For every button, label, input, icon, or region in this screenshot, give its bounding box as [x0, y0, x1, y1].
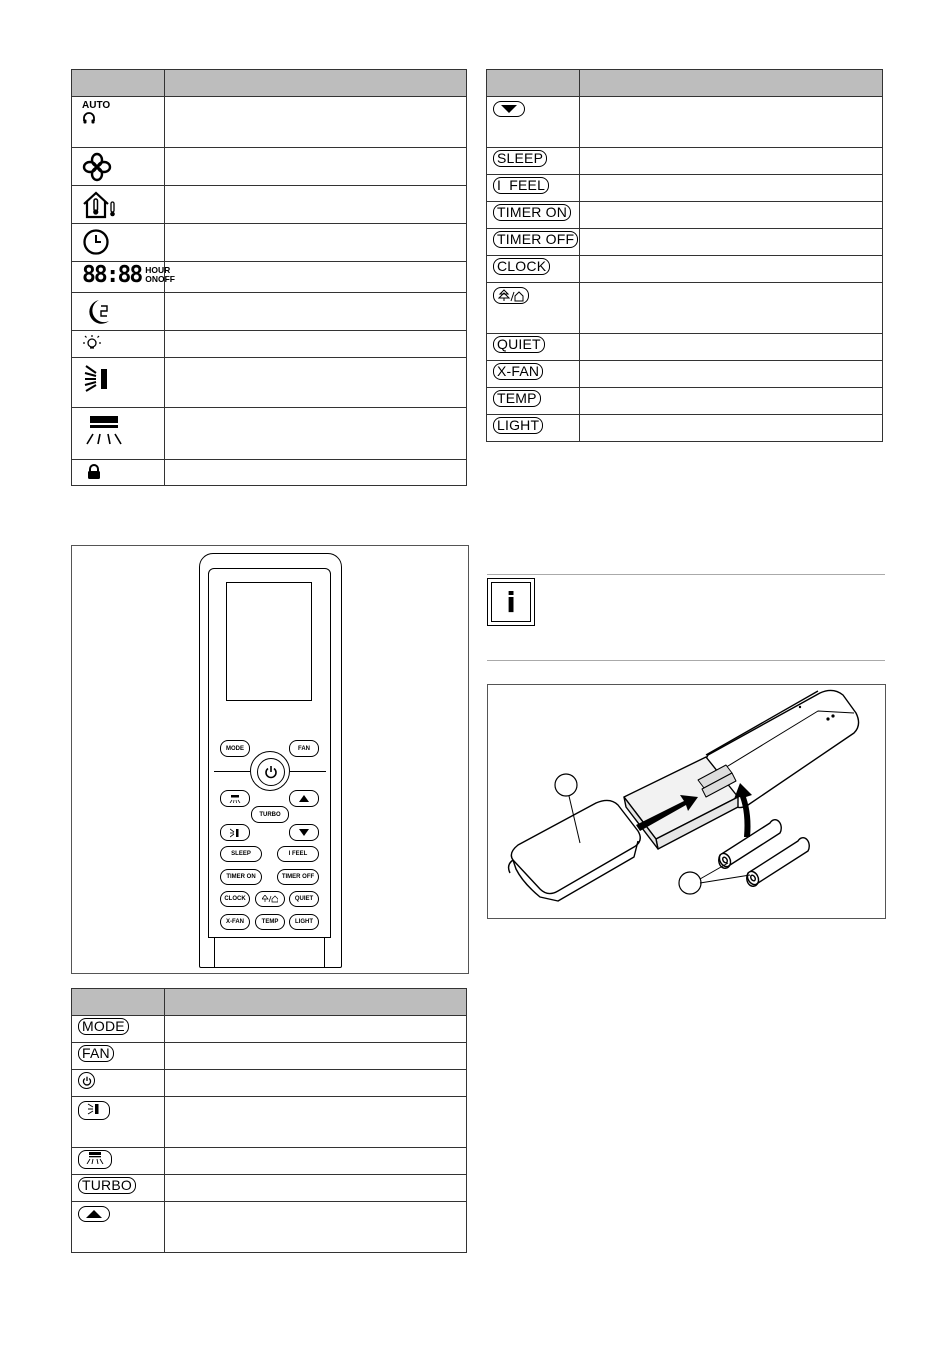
clock-button-label: CLOCK — [493, 258, 550, 275]
power-button-symbol — [78, 1072, 95, 1089]
table-row — [72, 331, 467, 358]
remote-control-figure — [71, 545, 469, 974]
xfan-button-label: X-FAN — [493, 363, 543, 380]
info-separator-top — [487, 574, 885, 575]
lcd-digits: 88:88 — [82, 262, 142, 288]
table-row — [72, 148, 467, 186]
table-row — [72, 224, 467, 262]
table-row — [487, 97, 883, 148]
vertical-swing-button-symbol — [78, 1101, 110, 1120]
triangle-up-icon — [299, 795, 309, 802]
table-row — [72, 1097, 467, 1148]
table-row — [72, 1202, 467, 1253]
auto-fan-symbol — [82, 101, 158, 126]
horizontal-swing-icon — [229, 795, 241, 803]
table-row — [72, 408, 467, 460]
horizontal-swing-icon — [84, 412, 124, 448]
table-row — [487, 283, 883, 334]
remote-ring-line-right — [290, 771, 326, 772]
info-icon-box — [487, 578, 535, 626]
remote-health-button[interactable] — [255, 891, 285, 907]
health-tree-home-icon — [262, 895, 278, 903]
lcd-timer-symbol — [82, 262, 175, 288]
table-row — [72, 1016, 467, 1043]
power-icon — [82, 1076, 92, 1086]
remote-power-button[interactable] — [257, 758, 285, 786]
turbo-button-label: TURBO — [78, 1177, 136, 1194]
fan-button-label: FAN — [78, 1045, 114, 1062]
power-icon — [264, 765, 278, 779]
remote-body — [199, 553, 342, 968]
health-tree-home-icon — [498, 289, 524, 302]
timer-off-button-label: TIMER OFF — [493, 231, 578, 248]
headphone-icon — [82, 111, 96, 125]
remote-mode-button[interactable]: MODE — [220, 740, 250, 757]
horizontal-swing-icon — [86, 1152, 104, 1164]
table-row — [72, 1148, 467, 1175]
table-row — [72, 97, 467, 148]
info-icon: i — [491, 582, 531, 622]
clock-icon — [82, 228, 110, 256]
mode-button-label: MODE — [78, 1018, 129, 1035]
table-row — [72, 1043, 467, 1070]
remote-swing-horizontal-button[interactable] — [220, 790, 250, 807]
fan-icon — [82, 152, 112, 182]
table-row — [72, 1070, 467, 1097]
table-row — [72, 262, 467, 293]
remote-temp-button[interactable]: TEMP — [255, 914, 285, 930]
table-row — [487, 361, 883, 388]
remote-buttons-table-bottom — [71, 988, 467, 1253]
lock-icon — [86, 464, 102, 480]
vertical-swing-icon — [84, 362, 112, 394]
table-row — [487, 148, 883, 175]
table-row — [72, 460, 467, 486]
table-row — [72, 293, 467, 331]
table-row — [487, 202, 883, 229]
triangle-down-icon — [299, 829, 309, 836]
remote-xfan-button[interactable]: X-FAN — [220, 914, 250, 930]
auto-label: AUTO — [82, 100, 111, 111]
table-row — [72, 1175, 467, 1202]
remote-turbo-button[interactable]: TURBO — [251, 806, 289, 823]
ifeel-button-label: I FEEL — [493, 177, 549, 194]
remote-sleep-button[interactable]: SLEEP — [220, 846, 262, 862]
triangle-up-icon — [85, 1209, 103, 1219]
remote-light-button[interactable]: LIGHT — [289, 914, 319, 930]
table-header-row — [72, 989, 467, 1016]
up-button-symbol — [78, 1206, 110, 1222]
display-symbols-table — [71, 69, 467, 486]
battery-illustration — [488, 685, 885, 918]
vertical-swing-icon — [230, 828, 240, 838]
remote-up-button[interactable] — [289, 790, 319, 807]
lcd-onoff-label: ONOFF — [145, 274, 175, 284]
sleep-button-label: SLEEP — [493, 150, 547, 167]
table-row — [487, 175, 883, 202]
timer-on-button-label: TIMER ON — [493, 204, 571, 221]
table-row — [72, 358, 467, 408]
light-button-label: LIGHT — [493, 417, 543, 434]
horizontal-swing-button-symbol — [78, 1150, 112, 1169]
sleep-moon-icon — [82, 297, 112, 327]
down-button-symbol — [493, 101, 525, 117]
remote-quiet-button[interactable]: QUIET — [289, 891, 319, 907]
health-button-symbol — [493, 287, 529, 304]
remote-swing-vertical-button[interactable] — [220, 824, 250, 841]
table-row — [487, 415, 883, 442]
remote-buttons-table-right — [486, 69, 883, 442]
remote-timer-off-button[interactable]: TIMER OFF — [277, 869, 319, 885]
table-row — [487, 229, 883, 256]
table-header-row — [72, 70, 467, 97]
remote-clock-button[interactable]: CLOCK — [220, 891, 250, 907]
battery-insertion-figure — [487, 684, 886, 919]
info-separator-bottom — [487, 660, 885, 661]
table-row — [487, 334, 883, 361]
remote-lcd-screen — [226, 582, 312, 701]
table-row — [487, 256, 883, 283]
temp-button-label: TEMP — [493, 390, 541, 407]
vertical-swing-icon — [87, 1103, 101, 1115]
remote-timer-on-button[interactable]: TIMER ON — [220, 869, 262, 885]
table-row — [487, 388, 883, 415]
lcd-hour-label: HOUR — [145, 265, 171, 275]
light-bulb-icon — [82, 334, 102, 352]
table-header-row — [487, 70, 883, 97]
table-row — [72, 186, 467, 224]
triangle-down-icon — [500, 104, 518, 114]
remote-fan-button[interactable]: FAN — [289, 740, 319, 757]
remote-ifeel-button[interactable]: I FEEL — [277, 846, 319, 862]
quiet-button-label: QUIET — [493, 336, 545, 353]
remote-ring-line-left — [214, 771, 250, 772]
remote-bottom-panel — [214, 937, 325, 967]
remote-down-button[interactable] — [289, 824, 319, 841]
indoor-temperature-icon — [82, 190, 118, 220]
